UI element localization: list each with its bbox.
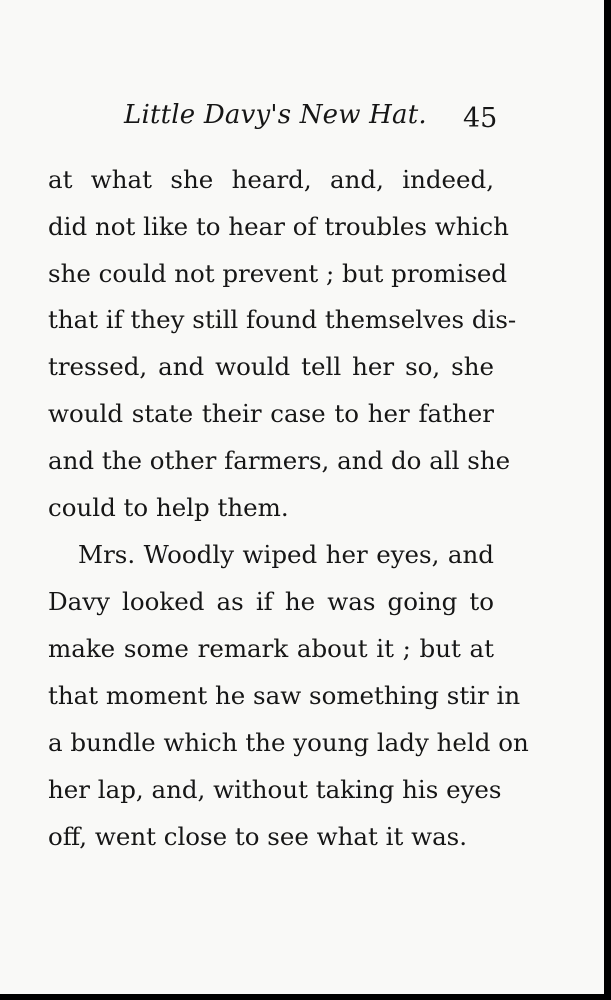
page-number: 45 [463, 103, 498, 134]
text-line: and the other farmers, and do all she [48, 446, 511, 475]
text-line: tressed, and would tell her so, she [48, 352, 494, 381]
text-line: at what she heard, and, indeed, [48, 165, 494, 194]
text-line: would state their case to her father [48, 399, 494, 428]
running-title: Little Davy's New Hat. [124, 100, 427, 130]
text-line: that if they still found themselves dis- [48, 305, 517, 334]
text-line: her lap, and, without taking his eyes [48, 775, 502, 804]
text-line: off, went close to see what it was. [48, 822, 468, 851]
text-line: make some remark about it ; but at [48, 634, 494, 663]
text-line: she could not prevent ; but promised [48, 259, 508, 288]
text-line: could to help them. [48, 493, 289, 522]
text-line: did not like to hear of troubles which [48, 212, 509, 241]
text-line: Davy looked as if he was going to [48, 587, 494, 616]
text-line: that moment he saw something stir in [48, 681, 521, 710]
text-line: a bundle which the young lady held on [48, 728, 529, 757]
text-line: Mrs. Woodly wiped her eyes, and [78, 540, 494, 569]
